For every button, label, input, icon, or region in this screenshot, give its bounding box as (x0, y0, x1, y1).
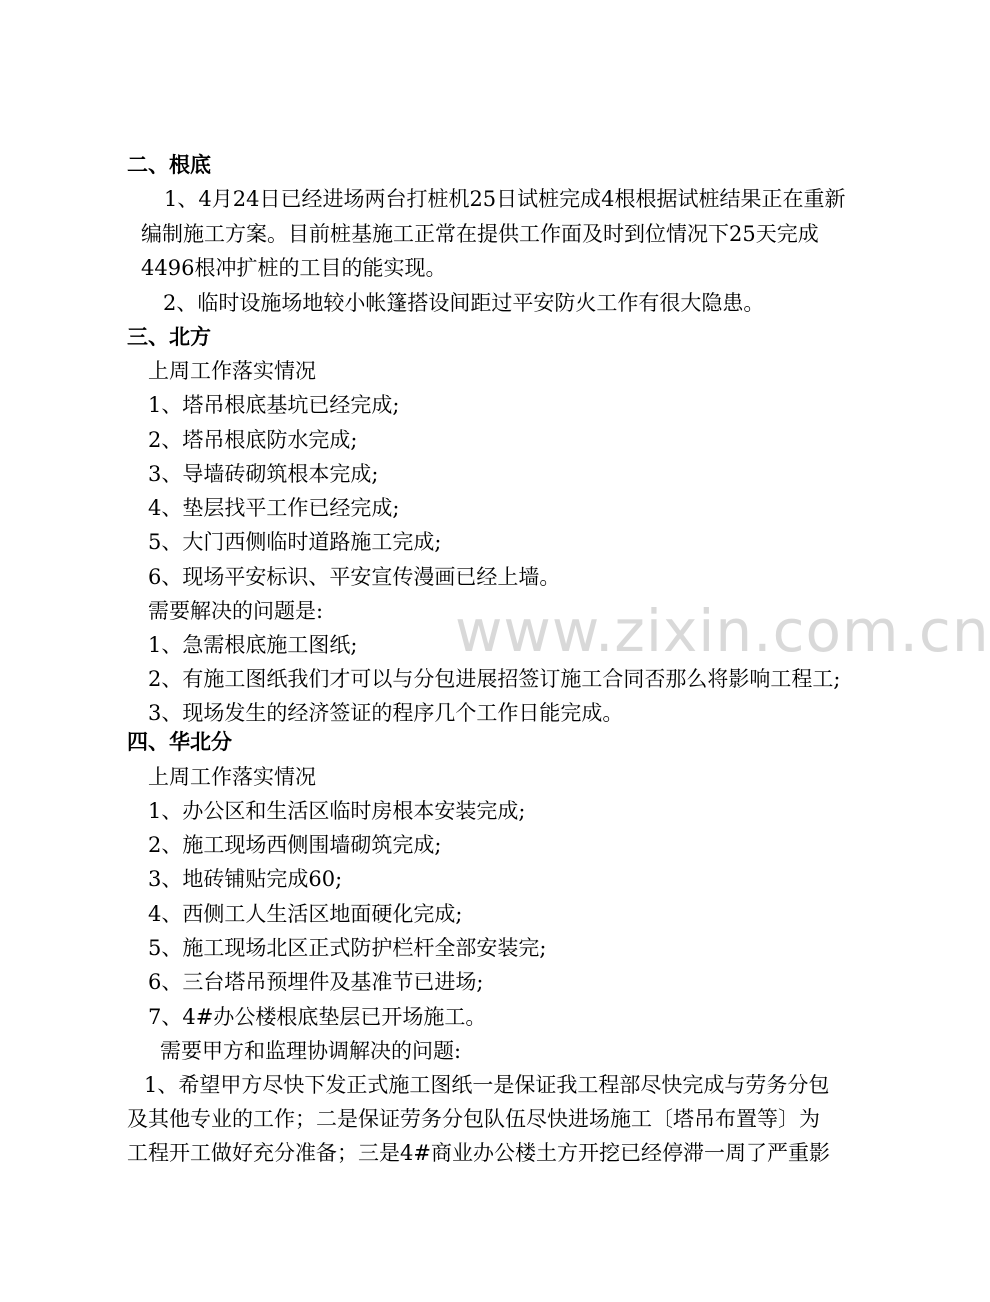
list-item: 5、施工现场北区正式防护栏杆全部安装完; (148, 936, 547, 960)
list-item: 1、办公区和生活区临时房根本安装完成; (148, 799, 526, 823)
paragraph-line: 1、希望甲方尽快下发正式施工图纸一是保证我工程部尽快完成与劳务分包 (144, 1073, 830, 1097)
section-heading-3: 三、北方 (127, 324, 211, 349)
list-item: 3、导墙砖砌筑根本完成; (148, 462, 379, 486)
list-item: 7、4#办公楼根底垫层已开场施工。 (148, 1005, 487, 1029)
subheading-line: 上周工作落实情况 (148, 765, 316, 789)
paragraph-line: 2、临时设施场地较小帐篷搭设间距过平安防火工作有很大隐患。 (163, 291, 765, 315)
paragraph-line: 及其他专业的工作；二是保证劳务分包队伍尽快进场施工〔塔吊布置等〕为 (127, 1107, 820, 1131)
list-item: 2、塔吊根底防水完成; (148, 428, 358, 452)
watermark: www.zixin.com.cn (455, 597, 990, 665)
list-item: 5、大门西侧临时道路施工完成; (148, 530, 442, 554)
list-item: 3、现场发生的经济签证的程序几个工作日能完成。 (148, 701, 624, 725)
paragraph-line: 工程开工做好充分准备；三是4#商业办公楼土方开挖已经停滞一周了严重影 (127, 1141, 830, 1165)
list-item: 1、塔吊根底基坑已经完成; (148, 393, 400, 417)
subheading-line: 需要甲方和监理协调解决的问题: (160, 1039, 462, 1063)
list-item: 6、三台塔吊预埋件及基准节已进场; (148, 970, 484, 994)
paragraph-line: 4496根冲扩桩的工目的能实现。 (141, 256, 447, 280)
list-item: 6、现场平安标识、平安宣传漫画已经上墙。 (148, 565, 561, 589)
paragraph-line: 1、4月24日已经进场两台打桩机25日试桩完成4根根据试桩结果正在重新 (164, 187, 846, 211)
subheading-line: 需要解决的问题是: (148, 599, 324, 623)
list-item: 2、有施工图纸我们才可以与分包进展招签订施工合同否那么将影响工程工; (148, 667, 841, 691)
section-heading-2: 二、根底 (127, 152, 211, 177)
section-heading-4: 四、华北分 (127, 729, 232, 754)
list-item: 2、施工现场西侧围墙砌筑完成; (148, 833, 442, 857)
paragraph-line: 编制施工方案。目前桩基施工正常在提供工作面及时到位情况下25天完成 (141, 222, 819, 246)
subheading-line: 上周工作落实情况 (148, 359, 316, 383)
list-item: 3、地砖铺贴完成60; (148, 867, 343, 891)
list-item: 1、急需根底施工图纸; (148, 633, 358, 657)
list-item: 4、垫层找平工作已经完成; (148, 496, 400, 520)
list-item: 4、西侧工人生活区地面硬化完成; (148, 902, 463, 926)
